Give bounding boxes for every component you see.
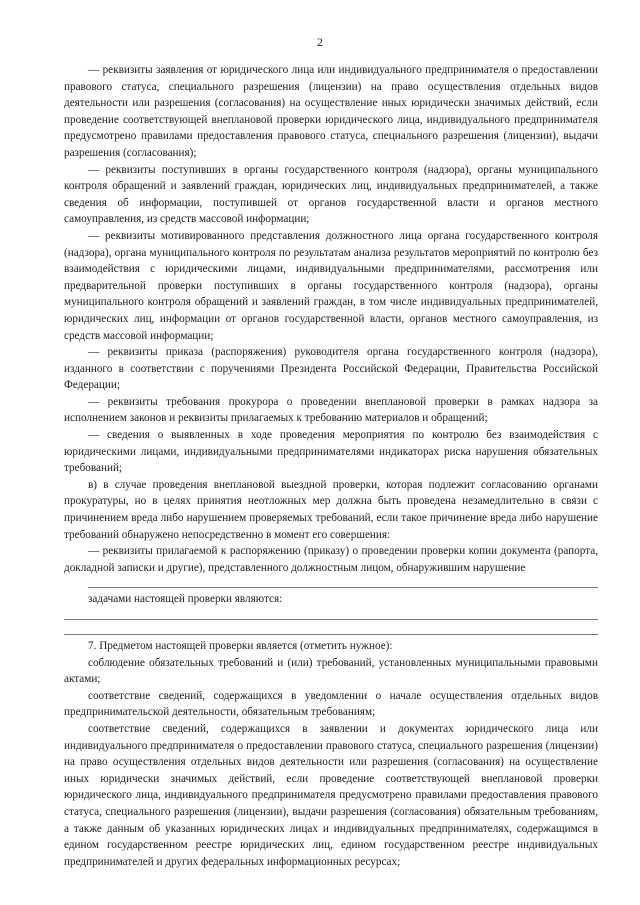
paragraph-inspection-tasks: задачами настоящей проверки являются: [88,593,283,606]
paragraph-complaint-details: — реквизиты поступивших в органы государственного контроля (надзора), органы муниципального контроля обращений и заявлений граждан, юридических лиц, индивидуальных предпринимателей, а также сведения об информации, поступившей от органов государственной власти и органов местного самоуправления, из средств массовой информации; [64,163,598,226]
paragraph-application-compliance: соответствие сведений, содержащихся в заявлении и документах юридического лица или индивидуального предпринимателя о предоставлении правового статуса, специального разрешения (лицензии) на право осуществления отдельных видов деятельности или разрешения (согласования) на осуществление иных юридически значимых действий, если проведение соответствующей внеплановой проверки юридического лица, индивидуального предпринимателя предусмотрено правилами предоставления правового статуса, специального разрешения (лицензии), выдачи разрешения (согласования) обязательным требованиям, а также данным об указанных юридических лицах и индивидуальных предпринимателях, содержащимся в едином государственном реестре юридических лиц, едином государственном реестре индивидуальных предпринимателей и других федеральных информационных ресурсах; [64,722,598,868]
paragraph-risk-indicators: — сведения о выявленных в ходе проведения мероприятия по контролю без взаимодействия с юридическими лицами, индивидуальными предпринимателями индикаторах риска нарушения обязательных требований; [64,429,598,475]
paragraph-head-order: — реквизиты приказа (распоряжения) руководителя органа государственного контроля (надзора), изданного в соответствии с поручениями Президента Российской Федерации, Правительства Российской Федерации; [64,346,598,392]
blank-line-tasks-2 [64,623,598,638]
paragraph-unscheduled-inspection: в) в случае проведения внеплановой выездной проверки, которая подлежит согласованию органами прокуратуры, но в целях принятия неотложных мер должна быть проведена незамедлительно в связи с причинением вреда либо нарушением проверяемых требований, если такое причинение вреда либо нарушение требований обнаружено непосредственно в момент его совершения: [64,478,598,541]
paragraph-attached-document: — реквизиты прилагаемой к распоряжению (приказу) о проведении проверки копии документа (рапорта, докладной записки и другие), представленного должностным лицом, обнаружившим нарушение [64,545,598,574]
paragraph-application-details: — реквизиты заявления от юридического лица или индивидуального предпринимателя о предоставлении правового статуса, специального разрешения (лицензии) на право осуществления отдельных видов деятельности или разрешения (согласования) на осуществление иных юридически значимых действий, если проведение соответствующей внеплановой проверки юридического лица, индивидуального предпринимателя предусмотрено правилами предоставления правового статуса, специального разрешения (лицензии), выдачи разрешения (согласования); [64,64,598,159]
section-7-title: 7. Предметом настоящей проверки является (отметить нужное): [88,640,393,652]
paragraph-motivated-representation: — реквизиты мотивированного представления должностного лица органа государственного контроля (надзора), органа муниципального контроля по результатам анализа результатов мероприятий по контролю без взаимодействия с юридическими лицами, индивидуальными предпринимателями, рассмотрения или предварительной проверки поступивших в органы государственного контроля (надзора), органы муниципального контроля обращений и заявлений граждан, в том числе индивидуальных предпринимателей, юридических лиц, информации от органов государственной власти, органов местного самоуправления, из средств массовой информации; [64,229,598,342]
blank-line-violation [88,576,598,591]
blank-line-tasks-1 [64,608,598,623]
paragraph-mandatory-requirements: соблюдение обязательных требований и (или) требований, установленных муниципальными правовыми актами; [64,656,598,686]
document-body [64,62,598,870]
page-number: 2 [317,35,323,49]
paragraph-notification-compliance: соответствие сведений, содержащихся в уведомлении о начале осуществления отдельных видов предпринимательской деятельности, обязательным требованиям; [64,689,598,719]
paragraph-prosecutor-demand: — реквизиты требования прокурора о проведении внеплановой проверки в рамках надзора за исполнением законов и реквизиты прилагаемых к требованию материалов и обращений; [64,395,598,425]
